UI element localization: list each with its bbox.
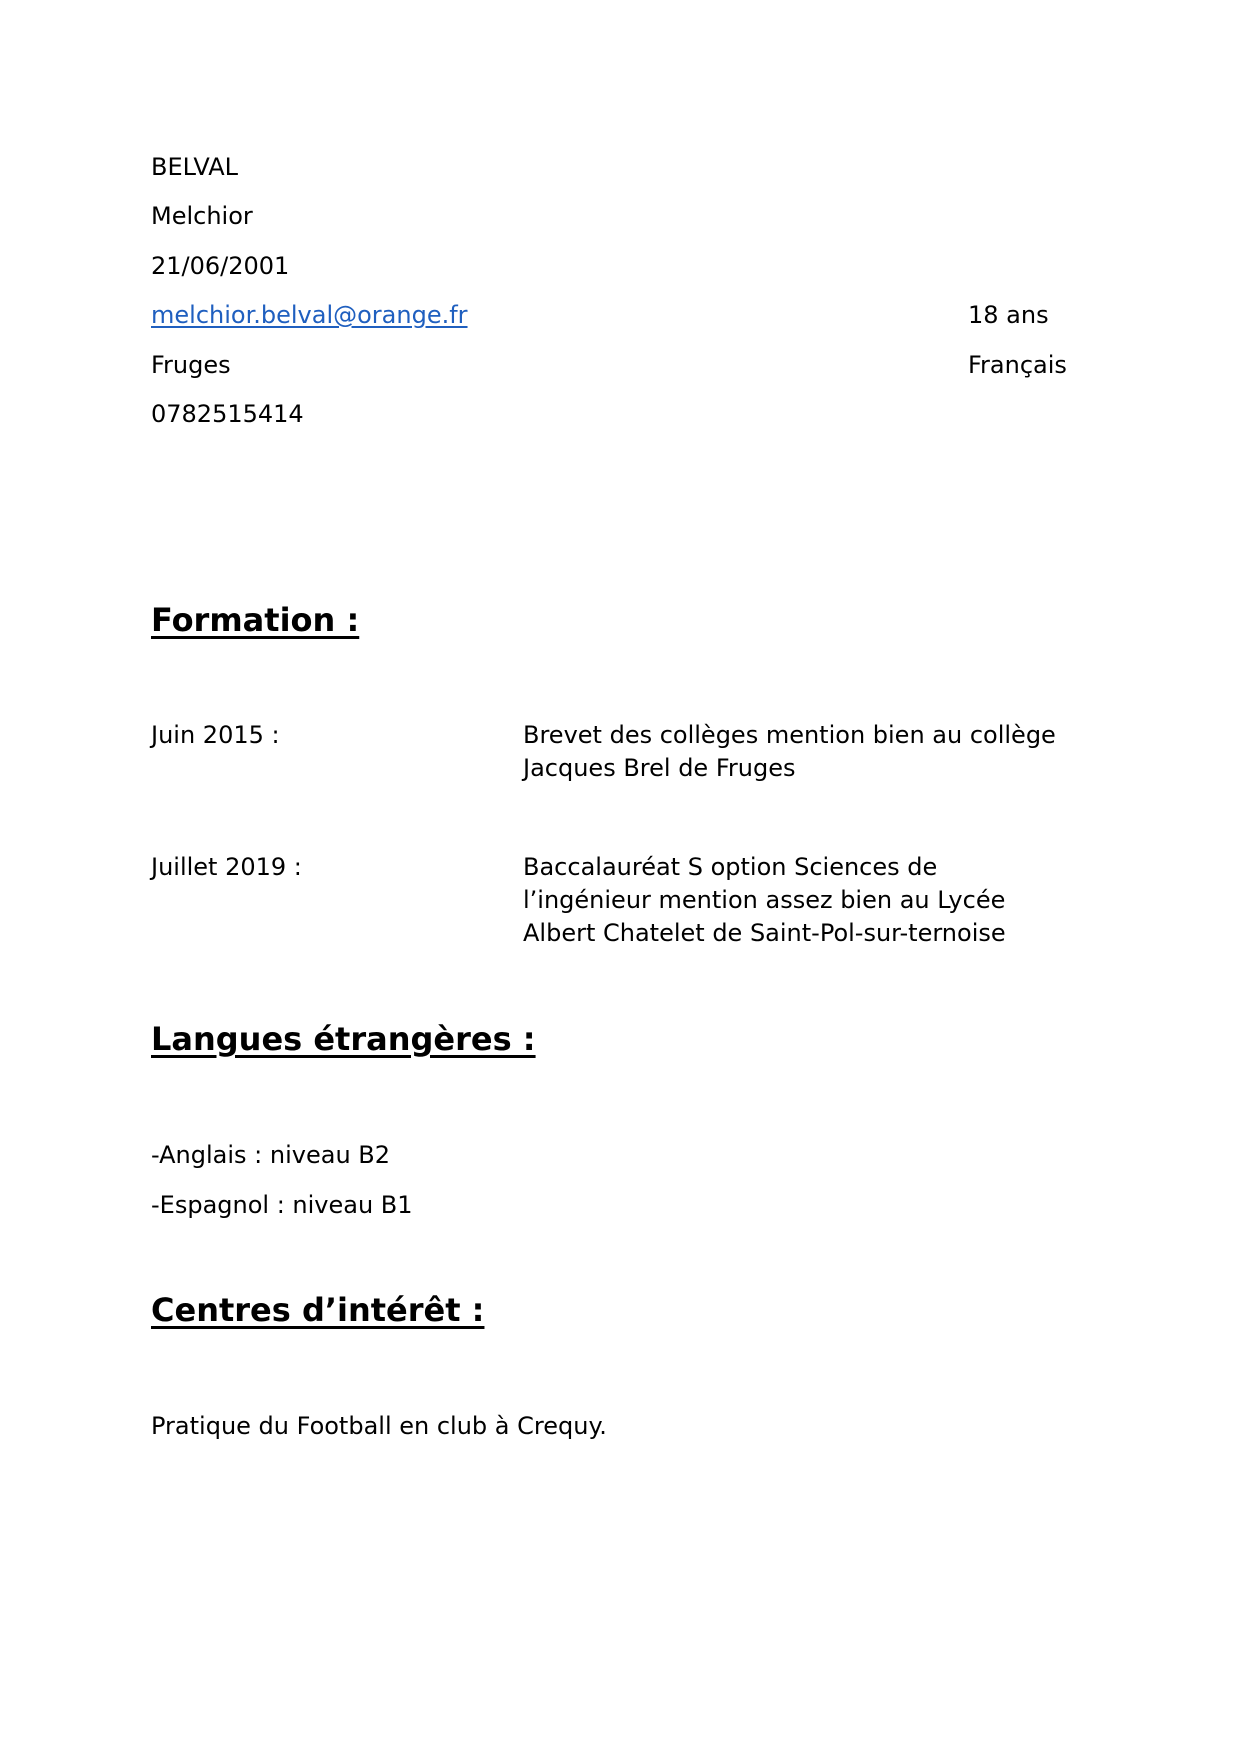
formation-entry-1-date: Juin 2015 : <box>151 721 280 749</box>
phone: 0782515414 <box>151 400 304 428</box>
first-name: Melchior <box>151 202 253 230</box>
formation-entry-2-line: l’ingénieur mention assez bien au Lycée <box>523 886 1006 914</box>
last-name: BELVAL <box>151 153 239 181</box>
formation-entry-2-line: Albert Chatelet de Saint-Pol-sur-ternoise <box>523 919 1006 947</box>
formation-entry-2-date: Juillet 2019 : <box>151 853 302 881</box>
language-item-spanish: -Espagnol : niveau B1 <box>151 1191 413 1219</box>
email-link-wrapper <box>151 298 468 332</box>
age: 18 ans <box>968 301 1049 329</box>
interets-text: Pratique du Football en club à Crequy. <box>151 1412 607 1440</box>
birth-date: 21/06/2001 <box>151 252 290 280</box>
formation-heading: Formation : <box>151 601 360 639</box>
formation-entry-2-desc <box>523 851 1123 950</box>
formation-entry-1-line: Jacques Brel de Fruges <box>523 754 796 782</box>
city: Fruges <box>151 351 231 379</box>
langues-heading: Langues étrangères : <box>151 1020 536 1058</box>
formation-entry-2-line: Baccalauréat S option Sciences de <box>523 853 938 881</box>
formation-entry-1-line: Brevet des collèges mention bien au collège <box>523 721 1056 749</box>
formation-entry-1-desc <box>523 719 1123 785</box>
interets-heading: Centres d’intérêt : <box>151 1291 485 1329</box>
email-link[interactable]: melchior.belval@orange.fr <box>151 301 468 329</box>
language-item-english: -Anglais : niveau B2 <box>151 1141 391 1169</box>
nationality: Français <box>968 351 1067 379</box>
